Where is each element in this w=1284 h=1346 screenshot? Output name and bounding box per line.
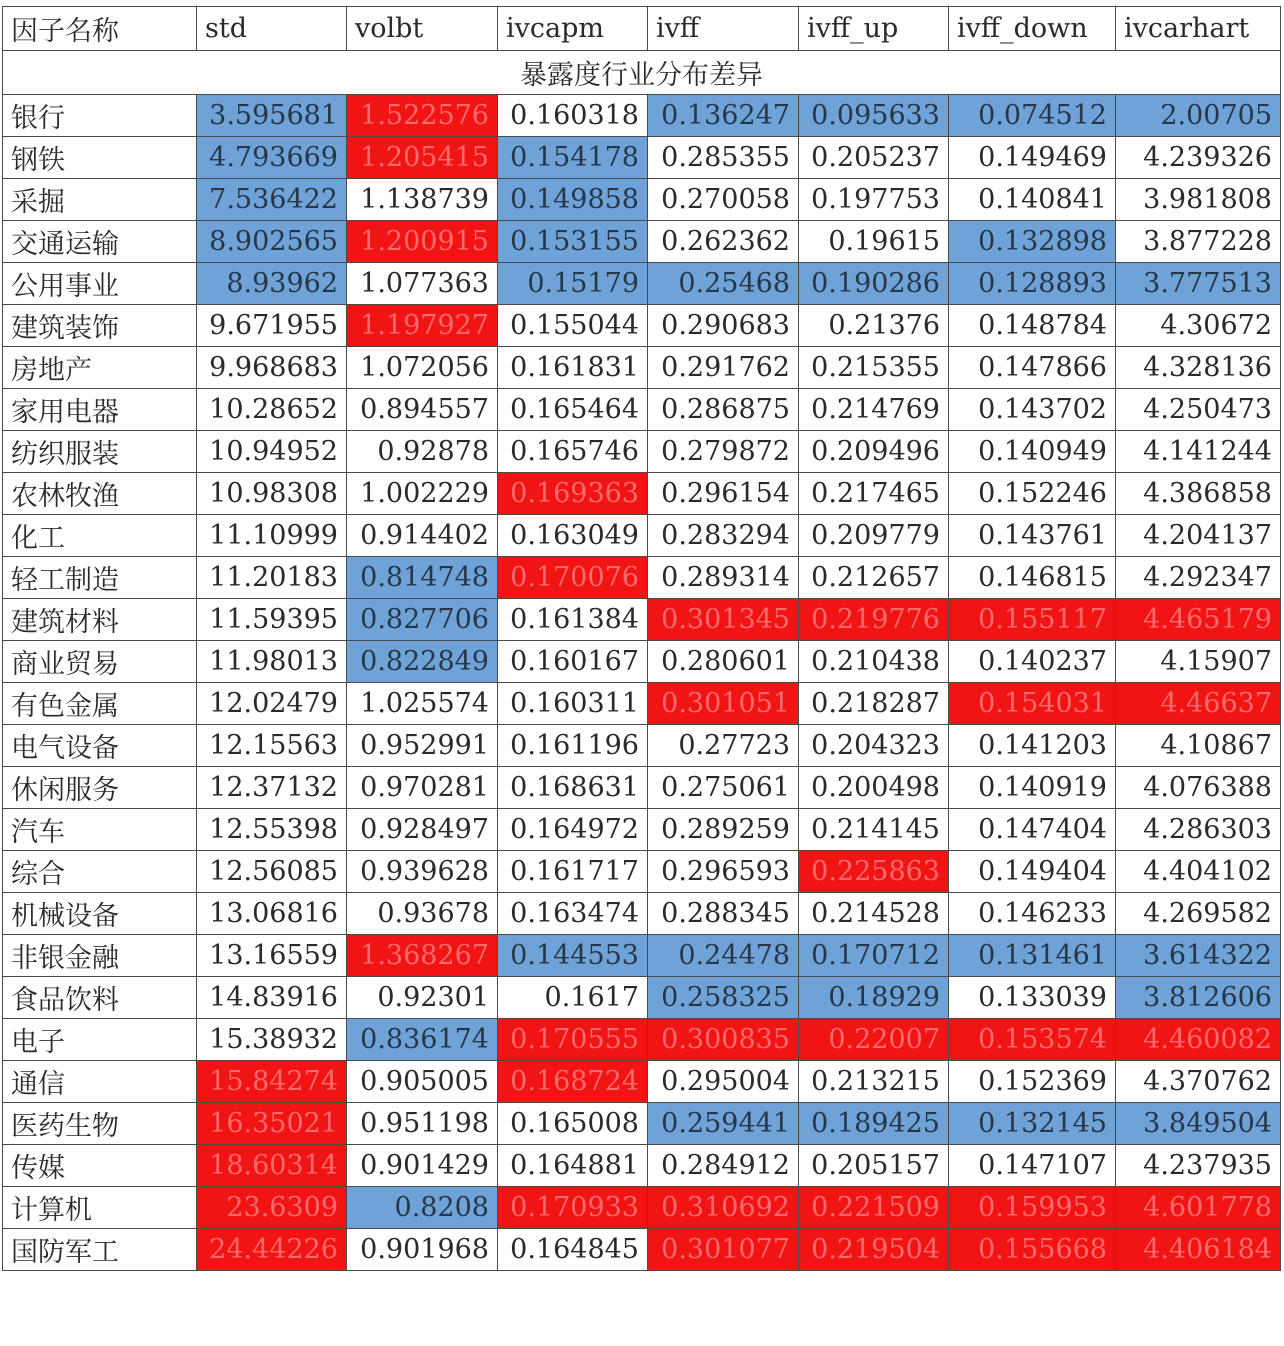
value-cell: 0.285355 [648,137,799,179]
value-cell: 0.27723 [648,725,799,767]
value-cell: 0.155668 [949,1229,1116,1271]
table-row [3,431,1281,473]
value-cell: 15.38932 [197,1019,347,1061]
value-cell: 0.21376 [799,305,949,347]
table-row [3,893,1281,935]
value-cell: 0.189425 [799,1103,949,1145]
value-cell: 0.905005 [347,1061,498,1103]
value-cell: 11.10999 [197,515,347,557]
industry-name-cell: 家用电器 [3,389,197,431]
value-cell: 0.165008 [498,1103,648,1145]
value-cell: 0.901429 [347,1145,498,1187]
column-header-factor-name: 因子名称 [3,7,197,51]
value-cell: 3.981808 [1116,179,1281,221]
industry-name-cell: 房地产 [3,347,197,389]
value-cell: 12.37132 [197,767,347,809]
value-cell: 0.210438 [799,641,949,683]
value-cell: 0.154178 [498,137,648,179]
value-cell: 12.55398 [197,809,347,851]
table-row [3,851,1281,893]
value-cell: 0.149858 [498,179,648,221]
table-row [3,767,1281,809]
value-cell: 0.153574 [949,1019,1116,1061]
value-cell: 0.310692 [648,1187,799,1229]
industry-name-cell: 银行 [3,95,197,137]
value-cell: 3.877228 [1116,221,1281,263]
factor-table-container [2,6,1280,1271]
value-cell: 0.153155 [498,221,648,263]
value-cell: 0.283294 [648,515,799,557]
industry-name-cell: 轻工制造 [3,557,197,599]
value-cell: 0.213215 [799,1061,949,1103]
value-cell: 0.275061 [648,767,799,809]
value-cell: 13.06816 [197,893,347,935]
value-cell: 11.98013 [197,641,347,683]
value-cell: 0.225863 [799,851,949,893]
value-cell: 12.56085 [197,851,347,893]
value-cell: 0.152369 [949,1061,1116,1103]
industry-name-cell: 机械设备 [3,893,197,935]
value-cell: 8.902565 [197,221,347,263]
value-cell: 0.894557 [347,389,498,431]
value-cell: 4.10867 [1116,725,1281,767]
industry-name-cell: 农林牧渔 [3,473,197,515]
value-cell: 0.22007 [799,1019,949,1061]
value-cell: 0.92878 [347,431,498,473]
value-cell: 11.59395 [197,599,347,641]
value-cell: 0.170555 [498,1019,648,1061]
industry-name-cell: 国防军工 [3,1229,197,1271]
value-cell: 4.370762 [1116,1061,1281,1103]
value-cell: 0.217465 [799,473,949,515]
value-cell: 4.30672 [1116,305,1281,347]
section-title: 暴露度行业分布差异 [3,51,1281,95]
value-cell: 0.163474 [498,893,648,935]
industry-name-cell: 商业贸易 [3,641,197,683]
value-cell: 0.25468 [648,263,799,305]
industry-name-cell: 钢铁 [3,137,197,179]
value-cell: 4.250473 [1116,389,1281,431]
value-cell: 0.259441 [648,1103,799,1145]
table-row [3,599,1281,641]
value-cell: 0.928497 [347,809,498,851]
table-row [3,1019,1281,1061]
industry-name-cell: 采掘 [3,179,197,221]
value-cell: 0.146815 [949,557,1116,599]
value-cell: 1.522576 [347,95,498,137]
table-row [3,263,1281,305]
value-cell: 0.164972 [498,809,648,851]
value-cell: 0.190286 [799,263,949,305]
value-cell: 0.133039 [949,977,1116,1019]
value-cell: 0.939628 [347,851,498,893]
factor-exposure-table [2,6,1281,1271]
header-row [3,7,1281,51]
value-cell: 4.239326 [1116,137,1281,179]
table-row [3,1187,1281,1229]
industry-name-cell: 交通运输 [3,221,197,263]
value-cell: 0.289314 [648,557,799,599]
value-cell: 0.152246 [949,473,1116,515]
value-cell: 4.204137 [1116,515,1281,557]
value-cell: 0.18929 [799,977,949,1019]
value-cell: 0.205237 [799,137,949,179]
industry-name-cell: 非银金融 [3,935,197,977]
table-row [3,389,1281,431]
table-row [3,221,1281,263]
table-row [3,347,1281,389]
value-cell: 0.209779 [799,515,949,557]
column-header-std: std [197,7,347,51]
value-cell: 0.901968 [347,1229,498,1271]
column-header-ivff-up: ivff_up [799,7,949,51]
value-cell: 4.460082 [1116,1019,1281,1061]
value-cell: 18.60314 [197,1145,347,1187]
value-cell: 0.136247 [648,95,799,137]
value-cell: 0.160318 [498,95,648,137]
value-cell: 0.93678 [347,893,498,935]
table-row [3,179,1281,221]
value-cell: 12.15563 [197,725,347,767]
value-cell: 9.671955 [197,305,347,347]
table-row [3,473,1281,515]
value-cell: 0.951198 [347,1103,498,1145]
industry-name-cell: 通信 [3,1061,197,1103]
value-cell: 23.6309 [197,1187,347,1229]
value-cell: 0.288345 [648,893,799,935]
value-cell: 4.46637 [1116,683,1281,725]
value-cell: 8.93962 [197,263,347,305]
value-cell: 0.132898 [949,221,1116,263]
value-cell: 0.161196 [498,725,648,767]
value-cell: 0.170933 [498,1187,648,1229]
value-cell: 0.148784 [949,305,1116,347]
table-row [3,95,1281,137]
value-cell: 0.836174 [347,1019,498,1061]
value-cell: 2.00705 [1116,95,1281,137]
value-cell: 0.160167 [498,641,648,683]
industry-name-cell: 传媒 [3,1145,197,1187]
value-cell: 0.161831 [498,347,648,389]
value-cell: 0.970281 [347,767,498,809]
industry-name-cell: 建筑材料 [3,599,197,641]
value-cell: 1.200915 [347,221,498,263]
value-cell: 0.92301 [347,977,498,1019]
industry-name-cell: 计算机 [3,1187,197,1229]
value-cell: 0.214528 [799,893,949,935]
table-row [3,809,1281,851]
value-cell: 0.128893 [949,263,1116,305]
value-cell: 0.24478 [648,935,799,977]
value-cell: 0.161384 [498,599,648,641]
value-cell: 0.161717 [498,851,648,893]
industry-name-cell: 休闲服务 [3,767,197,809]
table-row [3,977,1281,1019]
value-cell: 0.279872 [648,431,799,473]
value-cell: 0.140949 [949,431,1116,473]
value-cell: 14.83916 [197,977,347,1019]
industry-name-cell: 电子 [3,1019,197,1061]
value-cell: 1.072056 [347,347,498,389]
value-cell: 4.286303 [1116,809,1281,851]
value-cell: 0.301345 [648,599,799,641]
value-cell: 1.002229 [347,473,498,515]
value-cell: 0.165464 [498,389,648,431]
value-cell: 0.140237 [949,641,1116,683]
value-cell: 7.536422 [197,179,347,221]
table-row [3,557,1281,599]
value-cell: 0.295004 [648,1061,799,1103]
value-cell: 3.812606 [1116,977,1281,1019]
value-cell: 3.849504 [1116,1103,1281,1145]
value-cell: 0.215355 [799,347,949,389]
value-cell: 0.952991 [347,725,498,767]
value-cell: 0.155044 [498,305,648,347]
value-cell: 4.237935 [1116,1145,1281,1187]
column-header-ivff: ivff [648,7,799,51]
industry-name-cell: 纺织服装 [3,431,197,473]
value-cell: 0.219504 [799,1229,949,1271]
value-cell: 0.159953 [949,1187,1116,1229]
table-row [3,683,1281,725]
value-cell: 0.160311 [498,683,648,725]
value-cell: 0.205157 [799,1145,949,1187]
value-cell: 0.200498 [799,767,949,809]
value-cell: 0.197753 [799,179,949,221]
value-cell: 0.164881 [498,1145,648,1187]
value-cell: 0.170076 [498,557,648,599]
value-cell: 0.209496 [799,431,949,473]
value-cell: 4.601778 [1116,1187,1281,1229]
value-cell: 0.143761 [949,515,1116,557]
value-cell: 11.20183 [197,557,347,599]
value-cell: 0.168631 [498,767,648,809]
value-cell: 0.141203 [949,725,1116,767]
value-cell: 0.143702 [949,389,1116,431]
value-cell: 0.095633 [799,95,949,137]
table-row [3,935,1281,977]
value-cell: 3.595681 [197,95,347,137]
value-cell: 0.140841 [949,179,1116,221]
column-header-volbt: volbt [347,7,498,51]
value-cell: 12.02479 [197,683,347,725]
value-cell: 0.168724 [498,1061,648,1103]
value-cell: 0.280601 [648,641,799,683]
industry-name-cell: 建筑装饰 [3,305,197,347]
value-cell: 9.968683 [197,347,347,389]
value-cell: 10.98308 [197,473,347,515]
industry-name-cell: 化工 [3,515,197,557]
value-cell: 1.368267 [347,935,498,977]
value-cell: 0.284912 [648,1145,799,1187]
value-cell: 0.822849 [347,641,498,683]
value-cell: 0.163049 [498,515,648,557]
value-cell: 0.289259 [648,809,799,851]
value-cell: 0.144553 [498,935,648,977]
value-cell: 0.262362 [648,221,799,263]
table-row [3,305,1281,347]
value-cell: 4.269582 [1116,893,1281,935]
value-cell: 0.149404 [949,851,1116,893]
table-row [3,725,1281,767]
table-row [3,1103,1281,1145]
value-cell: 0.1617 [498,977,648,1019]
industry-name-cell: 医药生物 [3,1103,197,1145]
industry-name-cell: 汽车 [3,809,197,851]
value-cell: 0.149469 [949,137,1116,179]
value-cell: 0.132145 [949,1103,1116,1145]
value-cell: 0.147107 [949,1145,1116,1187]
column-header-ivff-down: ivff_down [949,7,1116,51]
value-cell: 0.170712 [799,935,949,977]
value-cell: 4.15907 [1116,641,1281,683]
value-cell: 4.406184 [1116,1229,1281,1271]
value-cell: 0.147404 [949,809,1116,851]
value-cell: 0.301077 [648,1229,799,1271]
value-cell: 0.914402 [347,515,498,557]
value-cell: 13.16559 [197,935,347,977]
table-row [3,1229,1281,1271]
value-cell: 0.8208 [347,1187,498,1229]
value-cell: 0.19615 [799,221,949,263]
value-cell: 0.300835 [648,1019,799,1061]
table-row [3,137,1281,179]
value-cell: 0.154031 [949,683,1116,725]
industry-name-cell: 食品饮料 [3,977,197,1019]
value-cell: 0.155117 [949,599,1116,641]
column-header-ivcarhart: ivcarhart [1116,7,1281,51]
value-cell: 0.165746 [498,431,648,473]
value-cell: 1.138739 [347,179,498,221]
value-cell: 4.465179 [1116,599,1281,641]
value-cell: 0.286875 [648,389,799,431]
value-cell: 0.15179 [498,263,648,305]
value-cell: 0.214769 [799,389,949,431]
value-cell: 1.205415 [347,137,498,179]
value-cell: 4.141244 [1116,431,1281,473]
industry-name-cell: 有色金属 [3,683,197,725]
value-cell: 0.147866 [949,347,1116,389]
value-cell: 0.074512 [949,95,1116,137]
table-row [3,641,1281,683]
column-header-ivcapm: ivcapm [498,7,648,51]
table-row [3,515,1281,557]
value-cell: 4.292347 [1116,557,1281,599]
value-cell: 15.84274 [197,1061,347,1103]
value-cell: 1.197927 [347,305,498,347]
value-cell: 0.146233 [949,893,1116,935]
value-cell: 4.328136 [1116,347,1281,389]
section-row [3,51,1281,95]
value-cell: 1.025574 [347,683,498,725]
industry-name-cell: 公用事业 [3,263,197,305]
value-cell: 0.290683 [648,305,799,347]
value-cell: 0.270058 [648,179,799,221]
value-cell: 0.131461 [949,935,1116,977]
value-cell: 0.219776 [799,599,949,641]
value-cell: 0.221509 [799,1187,949,1229]
value-cell: 4.793669 [197,137,347,179]
value-cell: 10.94952 [197,431,347,473]
value-cell: 1.077363 [347,263,498,305]
value-cell: 0.218287 [799,683,949,725]
value-cell: 0.814748 [347,557,498,599]
value-cell: 4.386858 [1116,473,1281,515]
value-cell: 0.827706 [347,599,498,641]
value-cell: 16.35021 [197,1103,347,1145]
value-cell: 4.076388 [1116,767,1281,809]
value-cell: 4.404102 [1116,851,1281,893]
industry-name-cell: 电气设备 [3,725,197,767]
value-cell: 0.296593 [648,851,799,893]
value-cell: 3.777513 [1116,263,1281,305]
value-cell: 0.214145 [799,809,949,851]
industry-name-cell: 综合 [3,851,197,893]
value-cell: 24.44226 [197,1229,347,1271]
value-cell: 3.614322 [1116,935,1281,977]
value-cell: 0.164845 [498,1229,648,1271]
value-cell: 0.291762 [648,347,799,389]
value-cell: 0.301051 [648,683,799,725]
value-cell: 0.140919 [949,767,1116,809]
value-cell: 10.28652 [197,389,347,431]
value-cell: 0.212657 [799,557,949,599]
table-row [3,1061,1281,1103]
value-cell: 0.169363 [498,473,648,515]
table-row [3,1145,1281,1187]
value-cell: 0.204323 [799,725,949,767]
value-cell: 0.258325 [648,977,799,1019]
value-cell: 0.296154 [648,473,799,515]
